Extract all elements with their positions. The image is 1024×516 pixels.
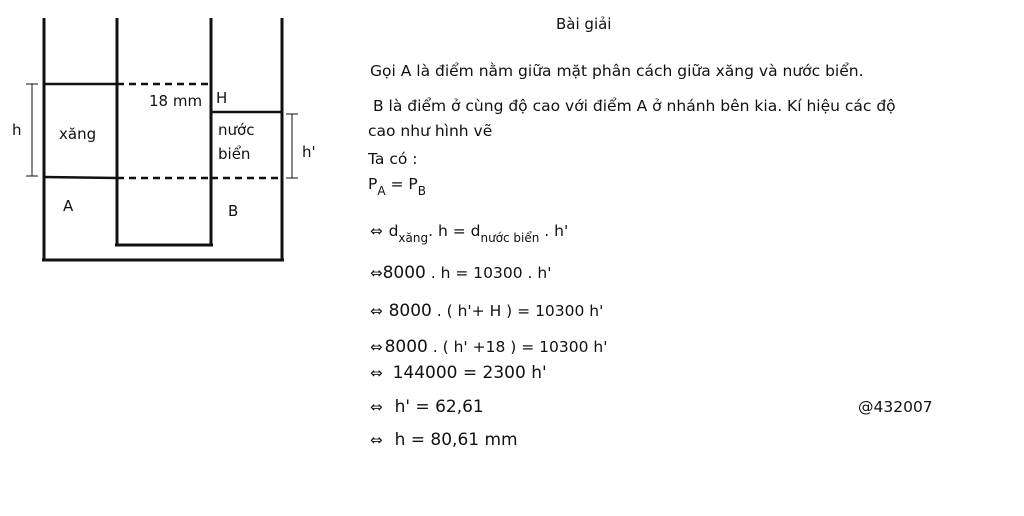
- iff-symbol: ⇔: [370, 364, 383, 382]
- equation-5: ⇔ 8000 . ( h' +18 ) = 10300 h': [370, 337, 608, 357]
- u-tube-diagram: [0, 0, 320, 280]
- hprime-label: h': [302, 143, 316, 161]
- equation-weights: ⇔ $d_{xăng}$. $h = d_{nước biển}$ . h': [370, 222, 569, 245]
- text-line-4: Ta có :: [368, 150, 418, 168]
- equation-3: ⇔8000 . h = 10300 . h': [370, 263, 552, 283]
- text-line-2: B là điểm ở cùng độ cao với điểm A ở nhánh bên kia. Kí hiệu các độ: [373, 97, 896, 115]
- A-label: A: [63, 197, 74, 215]
- xang-label: xăng: [59, 125, 97, 143]
- iff-symbol: ⇔: [370, 222, 383, 240]
- iff-symbol: ⇔: [370, 264, 383, 282]
- iff-symbol: ⇔: [370, 302, 383, 320]
- equation-pressure: $P_A = P_B$: [368, 175, 427, 198]
- bien-label: biển: [218, 145, 251, 163]
- equation-6: ⇔ 144000 = 2300 h': [370, 363, 547, 383]
- B-label: B: [228, 202, 239, 220]
- iff-symbol: ⇔: [370, 431, 383, 449]
- page-title: Bài giải: [556, 15, 612, 33]
- interface-line: [44, 177, 117, 178]
- equation-4: ⇔ 8000 . ( h'+ H ) = 10300 h': [370, 301, 604, 321]
- equation-8: ⇔ h = 80,61 mm: [370, 430, 518, 450]
- iff-symbol: ⇔: [370, 398, 383, 416]
- signature: @432007: [858, 398, 933, 416]
- nuoc-label: nước: [218, 121, 255, 139]
- mm-label: 18 mm: [149, 92, 203, 110]
- iff-symbol: ⇔: [370, 338, 383, 356]
- text-line-3: cao như hình vẽ: [368, 122, 493, 140]
- equation-7: ⇔ h' = 62,61: [370, 397, 484, 417]
- text-line-1: Gọi A là điểm nằm giữa mặt phân cách giữa xăng và nước biển.: [370, 62, 864, 80]
- h-label: h: [12, 121, 22, 139]
- H-label: H: [216, 89, 228, 107]
